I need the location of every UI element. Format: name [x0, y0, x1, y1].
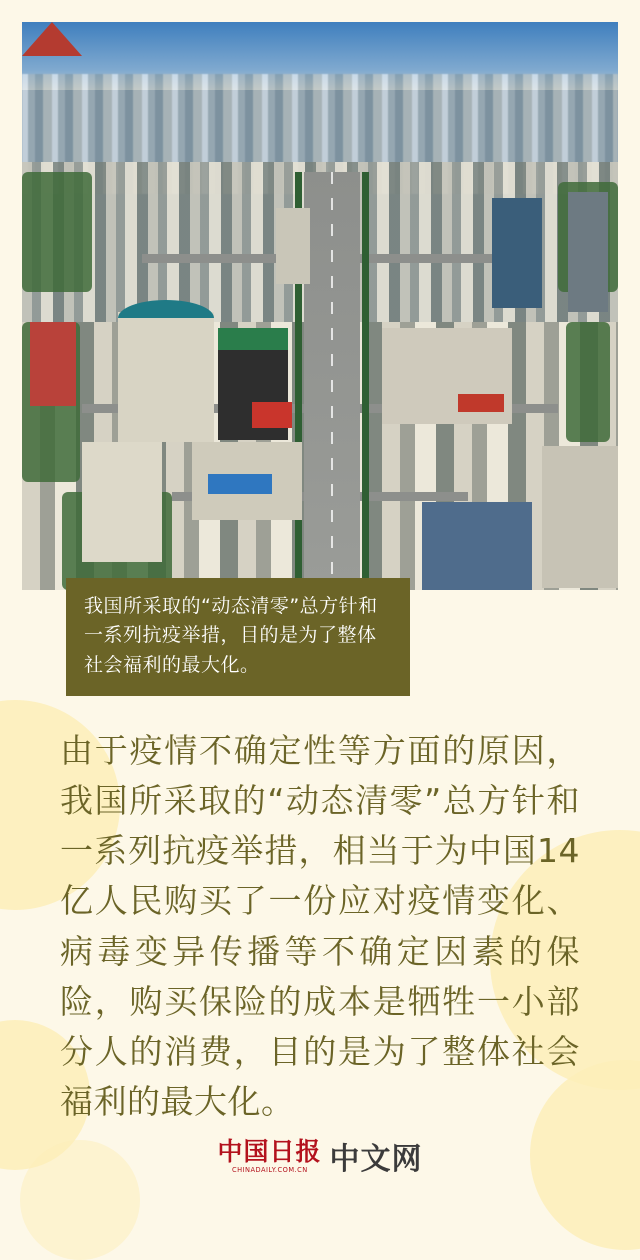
building	[276, 208, 310, 284]
building	[118, 312, 214, 442]
chinadaily-logo	[217, 1136, 322, 1174]
main-avenue	[304, 172, 360, 590]
logo-domain: CHINADAILY.COM.CN	[231, 1165, 308, 1174]
caption-overlay: 我国所采取的“动态清零”总方针和一系列抗疫举措，目的是为了整体社会福利的最大化。	[66, 578, 410, 696]
greenery-patch	[566, 322, 610, 442]
building	[542, 446, 618, 588]
building	[492, 198, 542, 308]
building-roof	[208, 474, 272, 494]
building-signage	[218, 328, 288, 350]
building-signage	[458, 394, 504, 412]
greenery-patch	[22, 172, 92, 292]
building-signage	[252, 402, 292, 428]
building	[568, 192, 608, 312]
logo-site-name: 中文网	[329, 1142, 423, 1177]
body-paragraph: 由于疫情不确定性等方面的原因，我国所采取的“动态清零”总方针和一系列抗疫举措，相当于为中国14亿人民购买了一份应对疫情变化、病毒变异传播等不确定因素的保险，购买保险的成本是牺牲一小部分人的消费，目的是为了整体社会福利的最大化。	[60, 731, 580, 1122]
hero-image	[22, 22, 618, 590]
logo-chinese-name: 中国日报	[217, 1136, 322, 1166]
building	[422, 502, 532, 590]
lane-marking	[331, 172, 333, 590]
building	[82, 442, 162, 562]
footer-logo	[0, 1134, 640, 1178]
building	[30, 322, 76, 406]
